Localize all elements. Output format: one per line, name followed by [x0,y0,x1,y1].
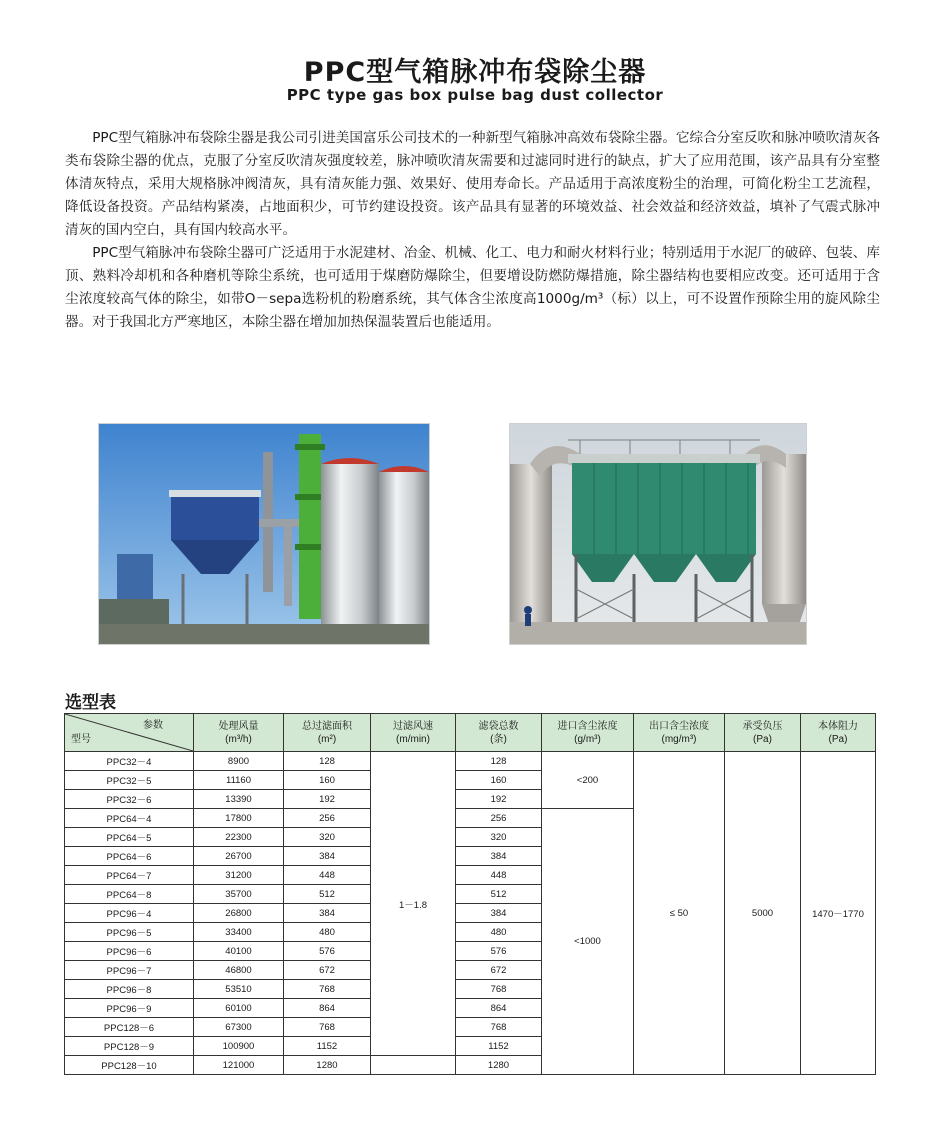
cell-airflow: 26800 [194,904,284,923]
cell-bags: 1152 [456,1037,542,1056]
paragraph-2: PPC型气箱脉冲布袋除尘器可广泛适用于水泥建材、冶金、机械、化工、电力和耐火材料行业；特别适用于水泥厂的破碎、包装、库顶、熟料冷却机和各种磨机等除尘系统，也可适用于煤磨防爆除尘，但要增设防燃防爆措施，除尘器结构也要相应改变。还可适用于含尘浓度较高气体的除尘，如带O－sepa选粉机的粉磨系统，其气体含尘浓度高1000g/m³（标）以上，可不设置作预除尘用的旋风除尘器。对于我国北方严寒地区，本除尘器在增加加热保温装置后也能适用。 [65,245,880,330]
cell-area: 256 [284,809,371,828]
header-outlet: 出口含尘浓度 (mg/m³) [634,714,725,752]
page-subtitle: PPC type gas box pulse bag dust collector [286,86,664,104]
cell-area: 128 [284,752,371,771]
cell-model: PPC128－10 [65,1056,194,1075]
table-header-row [65,714,876,752]
cell-bags: 448 [456,866,542,885]
cell-bags: 1280 [456,1056,542,1075]
cell-outlet: ≤ 50 [634,752,725,1075]
cell-airflow: 100900 [194,1037,284,1056]
cell-model: PPC32－4 [65,752,194,771]
header-inlet: 进口含尘浓度 (g/m³) [542,714,634,752]
paragraph-1: PPC型气箱脉冲布袋除尘器是我公司引进美国富乐公司技术的一种新型气箱脉冲高效布袋除尘器。它综合分室反吹和脉冲喷吹清灰各类布袋除尘器的优点，克服了分室反吹清灰强度较差，脉冲喷吹清灰需要和过滤同时进行的缺点，扩大了应用范围，该产品具有分室整体清灰特点，采用大规格脉冲阀清灰，具有清灰能力强、效果好、使用寿命长。产品适用于高浓度粉尘的治理，可简化粉尘工艺流程，降低设备投资。产品结构紧凑，占地面积少，可节约建设投资。该产品具有显著的环境效益、社会效益和经济效益，填补了气震式脉冲清灰的国内空白，具有国内较高水平。 [65,130,880,238]
table-row [65,752,876,771]
cell-area: 864 [284,999,371,1018]
cell-airflow: 31200 [194,866,284,885]
plant-photo [98,423,430,645]
cell-airflow: 40100 [194,942,284,961]
cell-area: 576 [284,942,371,961]
collector-photo [509,423,807,645]
cell-area: 512 [284,885,371,904]
header-param-model [65,714,194,752]
cell-area: 160 [284,771,371,790]
cell-bags: 384 [456,904,542,923]
cell-velocity: 1－1.8 [371,752,456,1056]
cell-area: 1280 [284,1056,371,1075]
cell-model: PPC96－8 [65,980,194,999]
cell-area: 384 [284,847,371,866]
selection-table-title: 选型表 [65,693,116,713]
cell-bags: 768 [456,980,542,999]
cell-area: 480 [284,923,371,942]
cell-area: 192 [284,790,371,809]
cell-airflow: 121000 [194,1056,284,1075]
cell-resistance: 1470－1770 [801,752,876,1075]
cell-bags: 672 [456,961,542,980]
cell-bags: 576 [456,942,542,961]
cell-airflow: 67300 [194,1018,284,1037]
cell-area: 768 [284,1018,371,1037]
cell-model: PPC64－5 [65,828,194,847]
cell-bags: 160 [456,771,542,790]
header-pressure: 承受负压 (Pa) [725,714,801,752]
cell-bags: 864 [456,999,542,1018]
cell-airflow: 53510 [194,980,284,999]
header-area: 总过滤面积 (m²) [284,714,371,752]
cell-bags: 512 [456,885,542,904]
header-velocity: 过滤风速 (m/min) [371,714,456,752]
cell-model: PPC64－4 [65,809,194,828]
selection-table [64,713,876,1075]
cell-airflow: 35700 [194,885,284,904]
cell-model: PPC64－6 [65,847,194,866]
intro-text [65,127,880,334]
cell-model: PPC96－4 [65,904,194,923]
header-bags: 滤袋总数 (条) [456,714,542,752]
cell-model: PPC96－6 [65,942,194,961]
cell-model: PPC64－7 [65,866,194,885]
cell-airflow: 22300 [194,828,284,847]
cell-velocity-empty [371,1056,456,1075]
cell-airflow: 26700 [194,847,284,866]
cell-bags: 256 [456,809,542,828]
plant-photo-illustration [99,424,429,644]
cell-inlet: <200 [542,752,634,809]
cell-model: PPC32－6 [65,790,194,809]
cell-bags: 768 [456,1018,542,1037]
cell-bags: 384 [456,847,542,866]
cell-area: 320 [284,828,371,847]
cell-bags: 480 [456,923,542,942]
cell-model: PPC64－8 [65,885,194,904]
cell-area: 448 [284,866,371,885]
cell-bags: 192 [456,790,542,809]
header-param-label: 参数 [143,720,163,731]
cell-airflow: 60100 [194,999,284,1018]
cell-airflow: 8900 [194,752,284,771]
cell-area: 384 [284,904,371,923]
page-title: PPC型气箱脉冲布袋除尘器 [303,57,647,88]
cell-model: PPC96－9 [65,999,194,1018]
cell-pressure: 5000 [725,752,801,1075]
cell-model: PPC32－5 [65,771,194,790]
cell-model: PPC96－5 [65,923,194,942]
cell-airflow: 11160 [194,771,284,790]
cell-bags: 320 [456,828,542,847]
collector-photo-illustration [510,424,806,644]
cell-inlet: <1000 [542,809,634,1075]
cell-airflow: 17800 [194,809,284,828]
header-model-label: 型号 [71,734,91,745]
table-body [65,752,876,1075]
cell-airflow: 33400 [194,923,284,942]
cell-model: PPC96－7 [65,961,194,980]
cell-area: 1152 [284,1037,371,1056]
cell-area: 768 [284,980,371,999]
cell-area: 672 [284,961,371,980]
cell-airflow: 13390 [194,790,284,809]
cell-model: PPC128－6 [65,1018,194,1037]
header-airflow: 处理风量 (m³/h) [194,714,284,752]
header-resistance: 本体阻力 (Pa) [801,714,876,752]
cell-bags: 128 [456,752,542,771]
cell-airflow: 46800 [194,961,284,980]
cell-model: PPC128－9 [65,1037,194,1056]
